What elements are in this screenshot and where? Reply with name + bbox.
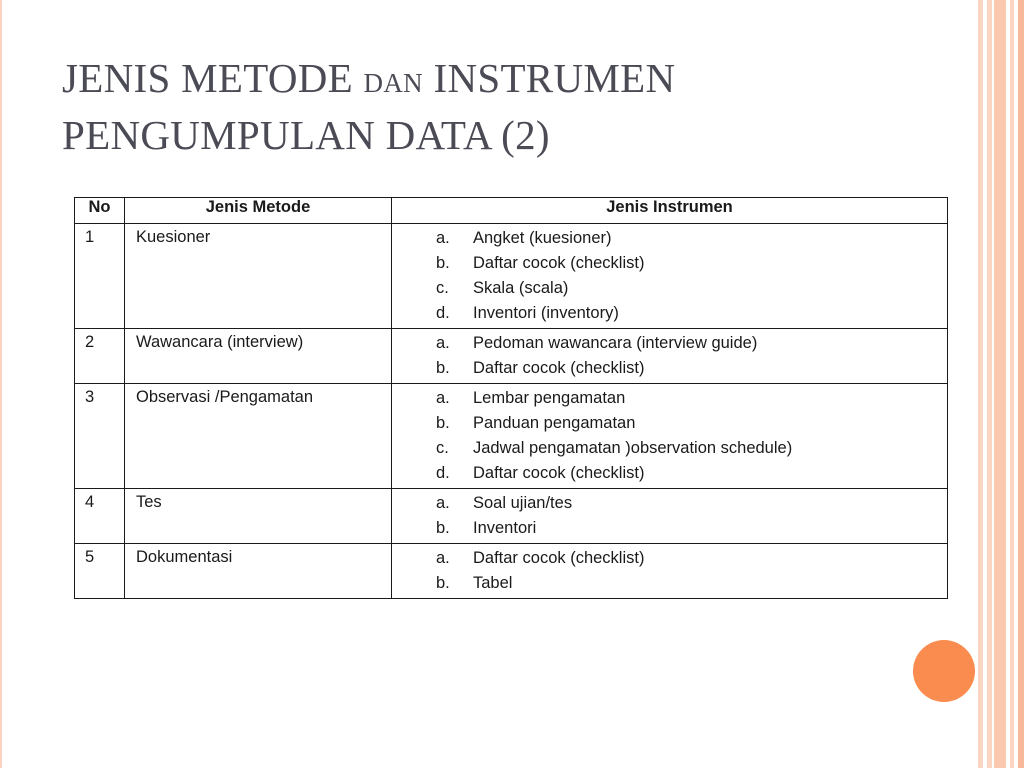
table-row	[75, 544, 948, 599]
item-text: Panduan pengamatan	[473, 414, 636, 432]
row-number: 5	[75, 544, 125, 599]
decorative-stripes	[978, 0, 1024, 768]
item-text: Inventori	[473, 519, 537, 537]
instrument-list	[436, 228, 947, 328]
list-item	[436, 548, 947, 573]
instrument-list	[436, 388, 947, 488]
item-text: Pedoman wawancara (interview guide)	[473, 334, 758, 352]
method-name: Wawancara (interview)	[125, 329, 392, 384]
item-marker: b.	[436, 414, 450, 432]
list-item	[436, 278, 947, 303]
item-text: Soal ujian/tes	[473, 494, 573, 512]
item-marker: a.	[436, 494, 450, 512]
title-line2: PENGUMPULAN DATA (2)	[62, 112, 550, 158]
list-item	[436, 253, 947, 278]
item-text: Daftar cocok (checklist)	[473, 549, 645, 567]
item-marker: b.	[436, 254, 450, 272]
item-text: Inventori (inventory)	[473, 304, 619, 322]
list-item	[436, 463, 947, 488]
table-row	[75, 329, 948, 384]
item-marker: a.	[436, 229, 450, 247]
stripe	[987, 0, 992, 768]
row-number: 1	[75, 224, 125, 329]
method-name: Observasi /Pengamatan	[125, 384, 392, 489]
item-marker: a.	[436, 549, 450, 567]
list-item	[436, 518, 947, 543]
table-row	[75, 384, 948, 489]
item-text: Skala (scala)	[473, 279, 569, 297]
method-name: Tes	[125, 489, 392, 544]
item-marker: b.	[436, 519, 450, 537]
left-border-line	[0, 0, 2, 768]
instrument-list-cell	[392, 224, 948, 329]
instrument-list	[436, 333, 947, 383]
item-text: Tabel	[473, 574, 513, 592]
item-marker: b.	[436, 359, 450, 377]
list-item	[436, 493, 947, 518]
item-marker: d.	[436, 464, 450, 482]
instrument-list	[436, 548, 947, 598]
title-part2: DAN	[363, 68, 423, 98]
instrument-list-cell	[392, 329, 948, 384]
table-row	[75, 489, 948, 544]
row-number: 4	[75, 489, 125, 544]
stripe	[1018, 0, 1024, 768]
item-text: Angket (kuesioner)	[473, 229, 612, 247]
header-instrument: Jenis Instrumen	[392, 198, 948, 224]
table-header-row	[75, 198, 948, 224]
row-number: 2	[75, 329, 125, 384]
list-item	[436, 333, 947, 358]
item-marker: d.	[436, 304, 450, 322]
stripe	[978, 0, 983, 768]
list-item	[436, 438, 947, 463]
instrument-list-cell	[392, 489, 948, 544]
title-part3: INSTRUMEN	[422, 55, 676, 101]
table-row	[75, 224, 948, 329]
list-item	[436, 228, 947, 253]
list-item	[436, 358, 947, 383]
list-item	[436, 573, 947, 598]
slide-title	[62, 52, 882, 161]
item-text: Daftar cocok (checklist)	[473, 254, 645, 272]
list-item	[436, 303, 947, 328]
list-item	[436, 413, 947, 438]
item-marker: a.	[436, 389, 450, 407]
method-name: Dokumentasi	[125, 544, 392, 599]
orange-circle-decoration	[913, 640, 975, 702]
instrument-list-cell	[392, 544, 948, 599]
header-method: Jenis Metode	[125, 198, 392, 224]
instrument-list	[436, 493, 947, 543]
instrument-table	[74, 197, 948, 599]
item-text: Daftar cocok (checklist)	[473, 464, 645, 482]
list-item	[436, 388, 947, 413]
item-marker: c.	[436, 439, 449, 457]
stripe	[994, 0, 1006, 768]
item-marker: a.	[436, 334, 450, 352]
item-marker: b.	[436, 574, 450, 592]
title-part1: JENIS METODE	[62, 55, 364, 101]
row-number: 3	[75, 384, 125, 489]
method-name: Kuesioner	[125, 224, 392, 329]
stripe	[1010, 0, 1014, 768]
item-marker: c.	[436, 279, 449, 297]
header-no: No	[75, 198, 125, 224]
item-text: Jadwal pengamatan )observation schedule)	[473, 439, 793, 457]
instrument-list-cell	[392, 384, 948, 489]
item-text: Lembar pengamatan	[473, 389, 626, 407]
item-text: Daftar cocok (checklist)	[473, 359, 645, 377]
